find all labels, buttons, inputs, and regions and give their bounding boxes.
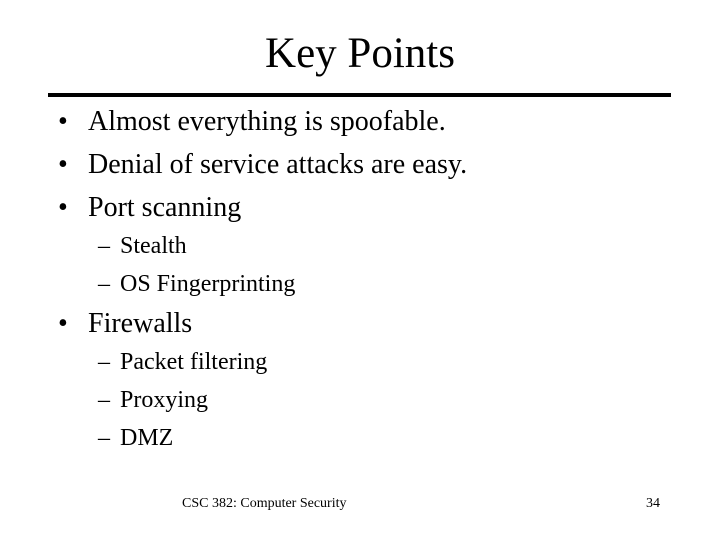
bullet-dot: • xyxy=(58,149,68,180)
bullet-dot: • xyxy=(58,106,68,137)
bullet-text: Port scanning xyxy=(88,192,242,223)
bullet-text: Almost everything is spoofable. xyxy=(88,106,446,137)
bullet-item xyxy=(58,148,467,182)
sub-bullet-text: OS Fingerprinting xyxy=(120,271,296,297)
bullet-text: Firewalls xyxy=(88,308,193,339)
bullet-text: Denial of service attacks are easy. xyxy=(88,149,468,180)
slide-title: Key Points xyxy=(265,30,455,77)
sub-bullet-text: Proxying xyxy=(120,387,209,413)
sub-bullet-item xyxy=(98,269,295,299)
sub-bullet-dash: – xyxy=(98,387,110,413)
sub-bullet-dash: – xyxy=(98,233,110,259)
slide-number: 34 xyxy=(646,496,660,511)
sub-bullet-item xyxy=(98,423,173,453)
sub-bullet-item xyxy=(98,385,208,415)
sub-bullet-item xyxy=(98,231,187,261)
sub-bullet-dash: – xyxy=(98,425,110,451)
bullet-item xyxy=(58,105,446,139)
slide-footer: CSC 382: Computer Security xyxy=(182,496,347,511)
sub-bullet-text: Stealth xyxy=(120,233,187,259)
sub-bullet-item xyxy=(98,347,267,377)
bullet-dot: • xyxy=(58,192,68,223)
bullet-dot: • xyxy=(58,308,68,339)
bullet-item xyxy=(58,191,241,225)
sub-bullet-dash: – xyxy=(98,271,110,297)
sub-bullet-text: DMZ xyxy=(120,425,174,451)
bullet-item xyxy=(58,307,192,341)
sub-bullet-text: Packet filtering xyxy=(120,349,268,375)
sub-bullet-dash: – xyxy=(98,349,110,375)
